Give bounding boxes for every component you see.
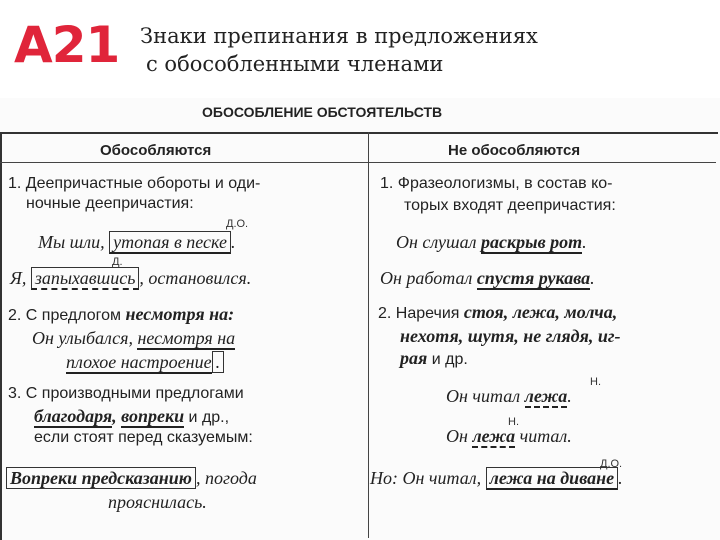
- left-rule-3-line-3: если стоят перед сказуемым:: [34, 429, 253, 446]
- left-example-4-line-2: прояснилась.: [108, 492, 207, 512]
- right-example-1: Он слушал раскрыв рот.: [396, 232, 587, 252]
- left-rule-2: 2. С предлогом несмотря на:: [8, 304, 235, 324]
- right-example-2: Он работал спустя рукава.: [380, 268, 595, 288]
- right-rule-2-line-1: 2. Наречия стоя, лежа, молча,: [378, 302, 618, 322]
- left-d-mark: Д.: [112, 256, 123, 268]
- left-rule-3-line-1: 3. С производными предлогами: [8, 385, 244, 402]
- column-divider: [368, 132, 369, 538]
- textbook-scan: [0, 98, 720, 540]
- right-example-4: Он лежа читал.: [446, 426, 572, 446]
- left-example-3-line-1: Он улыбался, несмотря на: [32, 328, 236, 348]
- right-rule-1-line-1: 1. Фразеологизмы, в состав ко-: [380, 175, 613, 192]
- title-line-2: с обособленными членами: [146, 52, 444, 76]
- slide-title: [140, 22, 700, 78]
- lesson-badge: А21: [14, 16, 120, 74]
- right-example-3: Он читал лежа.: [446, 386, 572, 406]
- right-rule-2-line-3: рая и др.: [400, 348, 468, 368]
- left-example-3-line-2: плохое настроение .: [66, 352, 224, 372]
- left-column-header: Обособляются: [100, 142, 212, 159]
- header-divider: [0, 162, 716, 163]
- right-example-5: Но: Он читал, лежа на диване .: [370, 468, 623, 488]
- title-line-1: Знаки препинания в предложениях: [140, 24, 538, 48]
- right-rule-1-line-2: торых входят деепричастия:: [404, 197, 616, 214]
- left-rule-3-line-2: благодаря, вопреки и др.,: [34, 406, 230, 426]
- left-example-4-line-1: Вопреки предсказанию , погода: [6, 468, 257, 488]
- right-n-mark-2: Н.: [508, 416, 519, 428]
- right-n-mark-1: Н.: [590, 376, 601, 388]
- left-example-2: Я, запыхавшись , остановился.: [10, 268, 252, 288]
- right-rule-2-line-2: нехотя, шутя, не глядя, иг-: [400, 326, 621, 346]
- right-do-mark: Д.О.: [600, 458, 623, 470]
- left-rule-1-line-1: 1. Деепричастные обороты и оди-: [8, 175, 261, 192]
- right-column-header: Не обособляются: [448, 142, 581, 159]
- left-do-mark-1: Д.О.: [226, 218, 249, 230]
- left-rule-1-line-2: ночные деепричастия:: [26, 195, 194, 212]
- left-example-1: Мы шли, утопая в песке .: [38, 232, 236, 252]
- scan-heading: ОБОСОБЛЕНИЕ ОБСТОЯТЕЛЬСТВ: [202, 104, 443, 120]
